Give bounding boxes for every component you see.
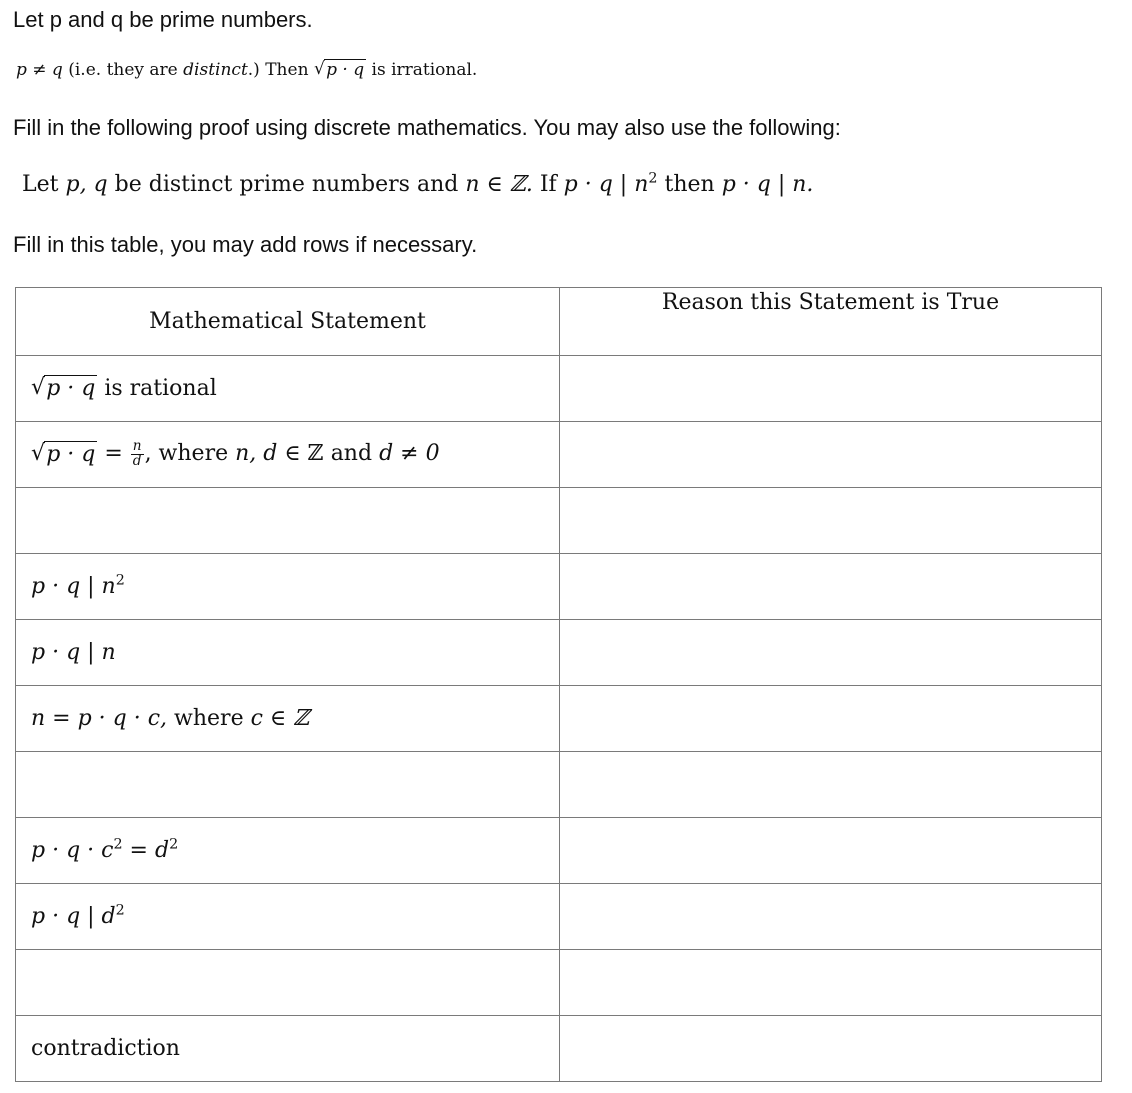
lemma-cond: p · q | n <box>563 172 649 197</box>
statement-text: is rational <box>104 376 217 401</box>
lemma-vars: p, q <box>65 172 108 197</box>
fraction <box>131 440 144 468</box>
intro-line-primes: Let p and q be prime numbers. <box>13 7 313 32</box>
table-row <box>16 488 1102 554</box>
table-row <box>16 1016 1102 1082</box>
reason-cell[interactable] <box>560 818 1102 884</box>
lemma-part1: Let <box>22 172 59 197</box>
table-row <box>16 620 1102 686</box>
reason-cell[interactable] <box>560 620 1102 686</box>
table-row <box>16 950 1102 1016</box>
statement-cell <box>16 818 560 884</box>
theorem-paren: (i.e. they are <box>68 60 184 80</box>
statement-text: contradiction <box>31 1036 180 1061</box>
statement-math: n = p · q · c, <box>31 706 168 731</box>
reason-cell[interactable] <box>560 488 1102 554</box>
fraction-denominator: d <box>132 453 142 469</box>
statement-text: where <box>174 706 244 731</box>
statement-cell <box>16 686 560 752</box>
theorem-paren-end: .) Then <box>247 60 309 80</box>
reason-cell[interactable] <box>560 752 1102 818</box>
intro-line-instructions: Fill in the following proof using discrete mathematics. You may also use the following: <box>13 115 841 140</box>
statement-cell[interactable] <box>16 752 560 818</box>
table-row <box>16 554 1102 620</box>
statement-cell <box>16 620 560 686</box>
table-row <box>16 422 1102 488</box>
statement-math: p · q | d <box>31 904 116 929</box>
statement-math: p · q | n <box>31 640 116 665</box>
lemma-membership: n ∈ ℤ. <box>465 172 533 197</box>
theorem-radicand: p · q <box>326 60 365 80</box>
reason-cell[interactable] <box>560 686 1102 752</box>
exponent: 2 <box>115 572 125 589</box>
statement-math: = d <box>122 838 170 863</box>
reason-cell[interactable] <box>560 884 1102 950</box>
lemma-part3: If <box>539 172 557 197</box>
theorem-statement <box>16 60 477 80</box>
statement-cell <box>16 554 560 620</box>
lemma-statement <box>22 172 813 197</box>
table-header-row <box>16 288 1102 356</box>
statement-vars: n, d <box>235 441 278 467</box>
statement-cell <box>16 1016 560 1082</box>
header-reason: Reason this Statement is True <box>560 288 1102 356</box>
header-statement: Mathematical Statement <box>16 288 560 356</box>
proof-table <box>15 287 1102 1082</box>
table-row <box>16 752 1102 818</box>
statement-cond: ∈ ℤ and <box>284 441 373 467</box>
lemma-concl: p · q | n. <box>721 172 814 197</box>
exponent: 2 <box>113 836 123 853</box>
statement-math: p · q · c <box>31 838 114 863</box>
reason-cell[interactable] <box>560 356 1102 422</box>
sqrt-symbol <box>31 376 97 401</box>
reason-cell[interactable] <box>560 1016 1102 1082</box>
sqrt-symbol <box>314 60 366 80</box>
reason-cell[interactable] <box>560 554 1102 620</box>
statement-cell <box>16 884 560 950</box>
statement-cell[interactable] <box>16 488 560 554</box>
statement-text: , where <box>144 441 229 467</box>
radicand: p · q <box>46 376 96 401</box>
theorem-tail: is irrational. <box>371 60 478 80</box>
statement-ne: d ≠ 0 <box>379 441 440 467</box>
theorem-lhs: p ≠ q <box>16 60 63 80</box>
statement-math: p · q | n <box>31 574 116 599</box>
fraction-numerator: n <box>132 438 142 455</box>
statement-cell <box>16 422 560 488</box>
table-row <box>16 686 1102 752</box>
table-row <box>16 356 1102 422</box>
statement-math: c ∈ ℤ <box>250 706 310 731</box>
lemma-part2: be distinct prime numbers and <box>114 172 459 197</box>
equals-sign: = <box>104 441 123 467</box>
statement-cell[interactable] <box>16 950 560 1016</box>
exponent: 2 <box>169 836 179 853</box>
table-row <box>16 884 1102 950</box>
exponent: 2 <box>115 902 125 919</box>
lemma-exp: 2 <box>648 170 658 187</box>
reason-cell[interactable] <box>560 422 1102 488</box>
sqrt-symbol <box>31 442 97 467</box>
table-row <box>16 818 1102 884</box>
reason-cell[interactable] <box>560 950 1102 1016</box>
lemma-part4: then <box>664 172 715 197</box>
statement-cell <box>16 356 560 422</box>
radicand: p · q <box>46 441 96 467</box>
intro-line-table-instructions: Fill in this table, you may add rows if necessary. <box>13 232 478 257</box>
theorem-distinct: distinct <box>183 60 248 80</box>
